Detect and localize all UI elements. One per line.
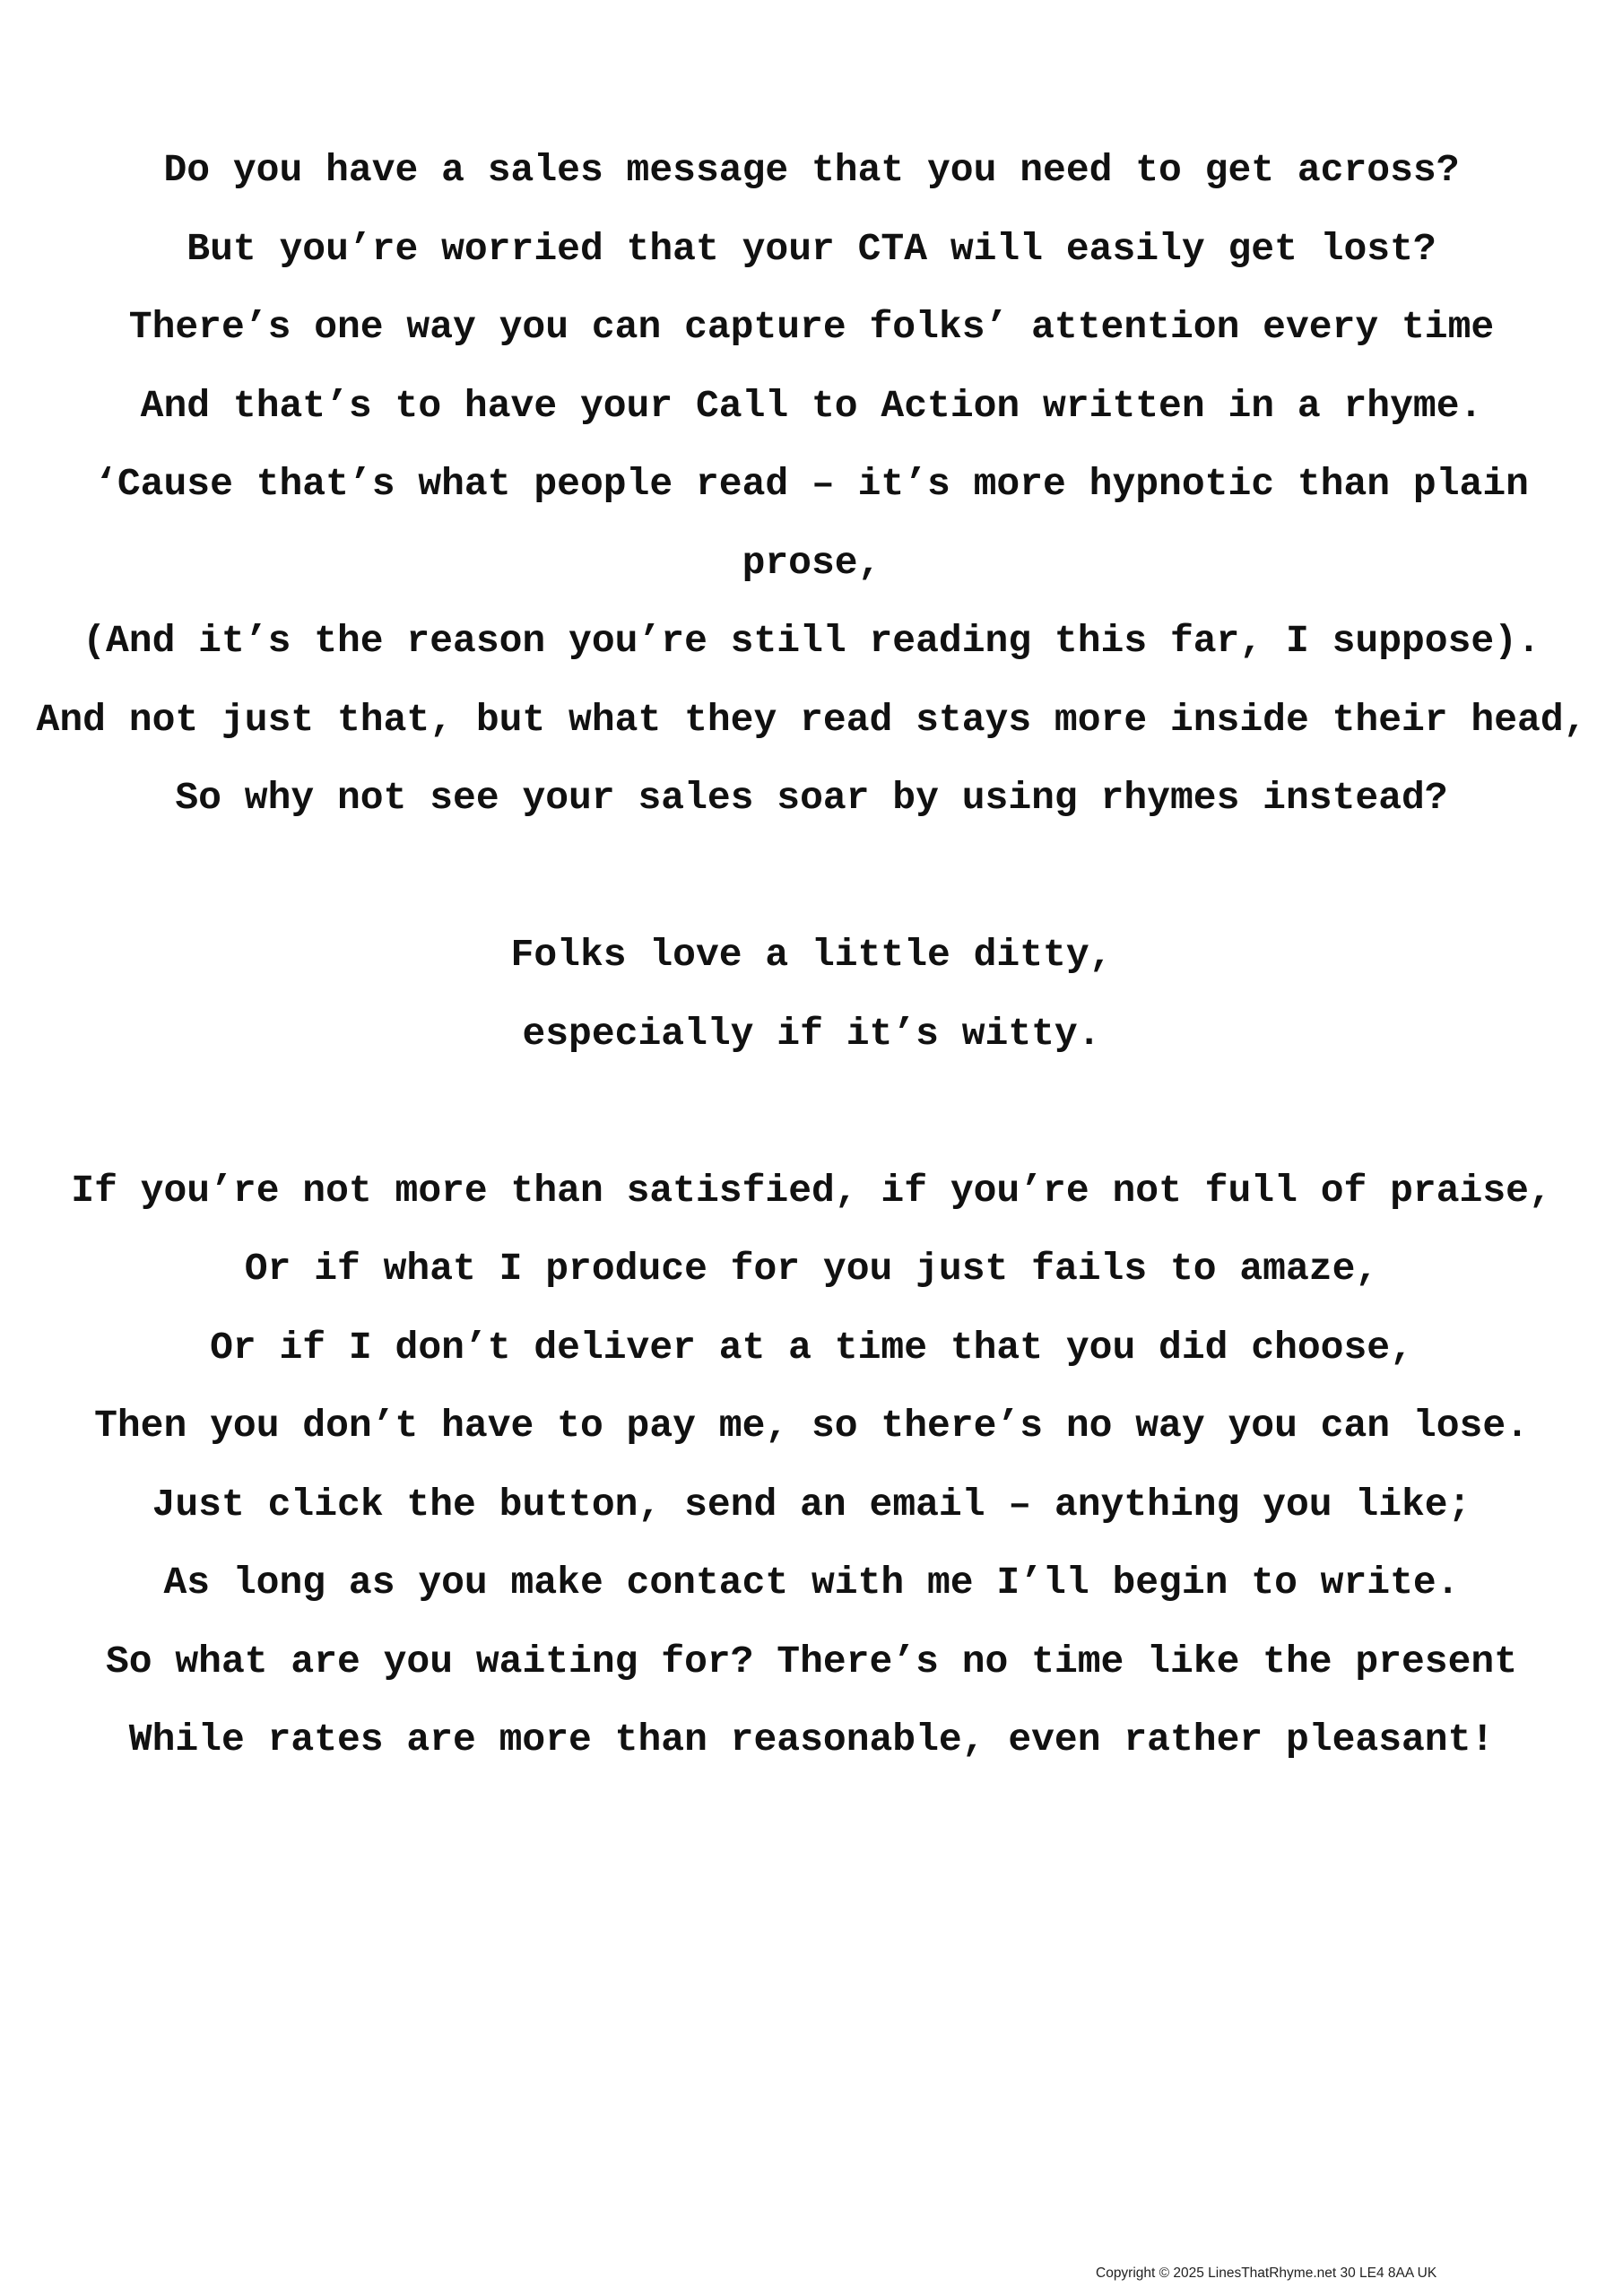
poem-line: Folks love a little ditty, xyxy=(510,933,1113,977)
poem-line: (And it’s the reason you’re still reading this far, I suppose). xyxy=(82,619,1541,663)
poem-line: Do you have a sales message that you need to get across? xyxy=(163,148,1460,192)
copyright-footer: Copyright © 2025 LinesThatRhyme.net 30 LE4 8AA UK xyxy=(1096,2266,1437,2281)
poem-line: There’s one way you can capture folks’ attention every time xyxy=(128,305,1495,349)
poem-line: As long as you make contact with me I’ll begin to write. xyxy=(163,1561,1460,1605)
poem-line: Or if I don’t deliver at a time that you did choose, xyxy=(210,1325,1413,1370)
stanza-1 xyxy=(36,131,1587,838)
stanza-2 xyxy=(36,916,1587,1073)
poem-line: Just click the button, send an email – anything you like; xyxy=(152,1482,1471,1526)
poem-line: Then you don’t have to pay me, so there’s no way you can lose. xyxy=(94,1404,1529,1448)
poem-line: ‘Cause that’s what people read – it’s more hypnotic than plain prose, xyxy=(94,462,1529,585)
poem-line: And not just that, but what they read stays more inside their head, xyxy=(36,697,1587,742)
stanza-3 xyxy=(36,1152,1587,1779)
poem-line: But you’re worried that your CTA will easily get lost? xyxy=(187,226,1436,271)
poem-line: And that’s to have your Call to Action written in a rhyme. xyxy=(140,383,1483,428)
poem-body xyxy=(36,131,1587,1779)
poem-line: So why not see your sales soar by using rhymes instead? xyxy=(175,776,1448,820)
poem-line: If you’re not more than satisfied, if you’re not full of praise, xyxy=(71,1168,1552,1213)
poem-line: So what are you waiting for? There’s no time like the present xyxy=(105,1639,1518,1683)
poem-line: Or if what I produce for you just fails to amaze, xyxy=(244,1247,1379,1291)
poem-line: especially if it’s witty. xyxy=(522,1011,1101,1056)
poem-line: While rates are more than reasonable, even rather pleasant! xyxy=(128,1718,1495,1761)
